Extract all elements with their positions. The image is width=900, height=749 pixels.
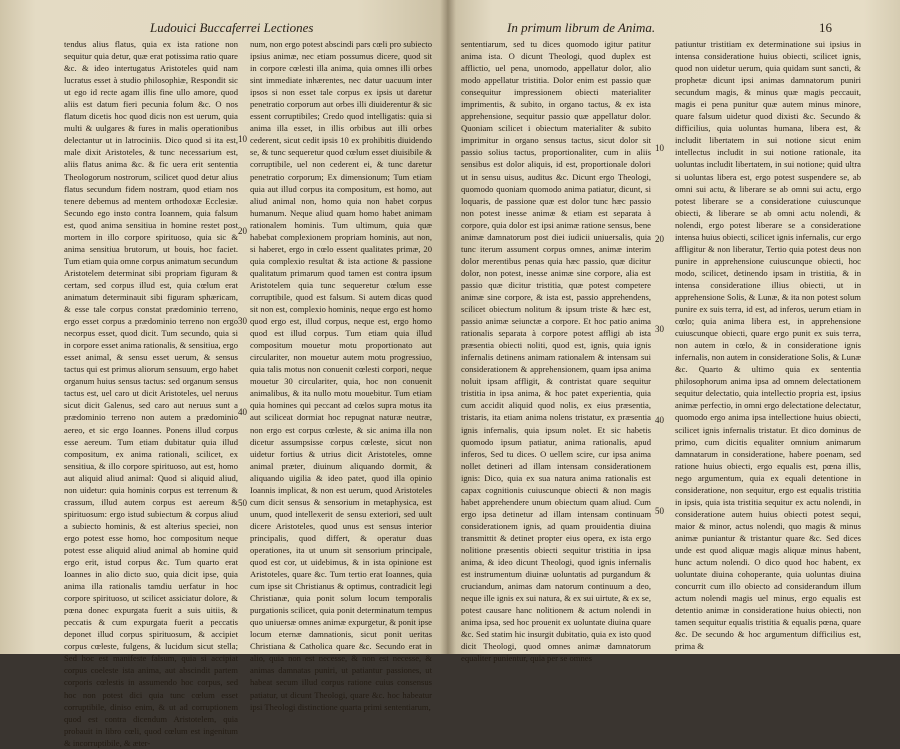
right-column-2-text: patiuntur tristitiam ex determinatione sui ipsius in intensa consideratione huius obiecti, scilicet ignis, quod non uidetur uerum, quia quidam sunt sancti, & prophetæ dicunt ipsi animas damnatorum puniri secundum magis, & minus quæ magis peccauit, magis ei pena punitur quæ autem minus minore, quare falsum uidetur quod dixisti &c. Secundo & difficilius, quia uoluntas humana, libera est, & includit libertatem in sui notione sicut enim intellectus includit in sui notione rationale, ita uoluntas includit libertatem, in sui notione; quid ultra si uoluntas libera est, ergo potest suspendere se, ab omni sui actu, & liberare se ab omni sui actu, ergo potest liberare se a consideratione cuiuscunque obiecti, & liberare se ab omni actu nolendi, & nolendi, ergo potest liberare se a consideratione intensa huius obiecti, scilicet ignis infernalis, cur ergo affligitur & non liberatur, Tertio quia potest deus non punire in apprehensione cuiuscunque obiecti, hoc modo, scilicet, detinendo ipsam in tristitia, & in intensa consideratione illius obiecti, ut in apprehensione Solis, & Lunæ, & ita non potest solum punire ex suis terra, id est, ad inferos, uerum etiam in cœlo; quia anima libera est, in apprehensione cuiuscunque obiecti, quare ergo punit ex suis terra, non autem in cœlo, & in consideratione ignis infernalis, non autem in consideratione Solis, & Lunæ &c. Quarto & ultimo quia ex sententia philosophorum anima ipsa ad omnem delectationem sequitur delectatio, quia intellectio propria est, ipsius animæ perfectio, in omni ergo delectatione delectatur, quomodo ergo anima ipsa intellectione huius obiecti, scilicet ignis infernalis tristatur. Et dico dominus de primo, cum dicitis equaliter omnium animarum damnatarum in consideratione, habere poenam, sed ratione huius obiecti, ergo equalis est, pœna illis, nego argumentum, quia ex equali detentione in consideratione, non sequitur, ergo est equalis tristitia in ipsis, quia ista tristitia sequitur ex actu nolendi, in consideratione autem huius obiecti potest sequi, maior & minor, actus nolendi, quo magis & minus animæ puniantur & tristantur quare &c. Sed dices unde est quod aliquæ magis aliquæ minus habent, hunc actum nolendi. O dico quod hoc habent, ex uoluntate diuina cohoperante, quia uoluntas diuina concurrit cum illo obiecto ad considerandum illum actum nolendi magis uel minus, ergo equalis est detentio animæ in consideratione huius obiecti, non tamen sequitur equalis tristitia & equalis pœna, quare &c. De secundo & hoc argumentum difficilius est, prima &	[675, 39, 861, 652]
right-page	[447, 0, 900, 664]
right-folio: 16	[819, 20, 832, 35]
right-running-head: In primum librum de Anima.	[507, 20, 656, 35]
left-column-2	[250, 38, 432, 712]
left-line-number: 30	[238, 316, 247, 326]
right-column-2	[675, 38, 861, 652]
left-column-1-text: tendus alius flatus, quia ex ista ratione non sequitur quia detur, quæ erat potissima ratio quare &c. & ideo intertugatus Aristoteles quid nam lucratus esset à studio philosophiæ, Respondit sic ut ego id recte agam illis fine ullo amore, quod aliis est datum fieri pecunia folum &c. O nos flatum dicetis hoc quod dicis non est uerum, quia multi & uulgares & fures in malis operationibus delectantur ut in latrociniis. Dico quod si ita est, male dixit Aristoteles, & tunc necessarium est, aliis flatus anima &c. & fic uera erit sententia Theologorum nostrorum, scilicet quod detur alius flatus secundum fidem nostram, quod etiam nos tenere debemus ad mentem orthodoxæ Ecclesiæ. Secundo ego insto contra Ioannem, quia falsum est, quod anima sensitiua in homine restet post mortem in illo corpore spirituoso, quia sic & anima sensitiua brutorum, ut bouis, hoc faciet. Tum etiam quia omne corpus animatum secundum Aristotelem determinat sibi propriam figuram & certam, sed corpus illud est, quia cœlum erat animatum determinauit sibi figuram sphæricam, & esse tale corpus constat prædominio terreno, ergo esset corpus a prædominio terreno non ergo necorpus esset, quod dicit. Tum secundo, quia si in corpore esset anima rationalis, & sensitiua, ergo esset animal, & sensu esset uerum, & sensus tactus qui est primus aliorum sensuum, ergo habet organum huius sensus tactus: sed organum sensus tactus est, uel caro ut dicit Aristoteles, uel neruus sicut dicit Galenus, sed caro aut neruus sunt a prædominio terreno non autem a prædominio aereo, et sic ergo Ioannes. Ponens illud corpus esse aereum. Tum etiam dubitatur quia illud compositum, ex anima rationali, scilicet, ex sensitiua, & illo corpore spirituoso, aut est, homo aut aliquid aliud animal: Quod si aliquid aliud, non uidetur: quia hominis corpus est terrenum & crassum, illud autem corpus est aereum & spirituosum: ergo istud subiectum & corpus aliud a subiecto hominis, & est alterius speciei, non ergo potest esse homo, hoc compositum neque potest esse aliquid aliud animal ab homine quid ergo erit, istud corpus &c. Tum quarto erat Ioannes in alio dicto suo, quia dicit ipse, quia anima illa rationalis tamdiu uerfatur in hoc corpore spirituoso, ut scilicet assiciatur dolore, & pœna donec expurgata fuerit a suis uitiis, & peccatis & cum expurgata fuerit a peccatis deponet illud corpus spirituosum, & accipiet corpus cœleste, fulgens, & lucidum sicut stella; Sed hoc est manifeste falsum, quia si accipiat corpus coeleste ista anima, aut abscindit partem corporis cœlestis in assumendo hoc corpus, sed hoc non potest dici quia tunc cœlum esset corruptibile, diniso enim, & ut ad corruptionem quod est contra dicendum Aristotelem, quia probauit in libro cœli, quod cœlum est ingenitum & incorruptibile, & æter-	[64, 39, 238, 748]
left-column-2-text: num, non ergo potest abscindi pars cœli pro subiecto ipsius animæ, nec etiam possumus dicere, quod sit in corpore cœlesti illa anima, quia omnes illi orbes sint immediate inhærentes, nec datur uacuum inter ipsos si non esset tale corpus ex ipsis ut daretur penetratio corporum aut orbes illi diuiderentur & sic essent corruptibiles; Credo quod intelligatis: quia si anima illa esset, in illis orbibus aut illi orbes cederent, sicut cedit ipsis 10 ex prohibitis diuidendo se, & tunc sequeretur quod cœlum esset diuisibile & corruptibile, uel non cederent ei, & tunc daretur penetratio corporum; Ex dimensionum; Tum etiam quia aut illud corpus ita compositum, est homo, aut aliud animal non, homo quia non habet corpus humanum. Neque aliud quam homo habet animam rationalem hominis. Tum ultimum, quia quæ habebat complexionem propriam hominis, aut non, si haberet, ergo in cœlo essent qualitates primæ, 20 quia complexio resultat & ista actione & passione qualitatum primarum quod tamen est contra ipsum Aristotelem quia tunc sequeretur cœlum esse corruptibile, quod est falsum. Si autem dicas quod sit non est, complexio hominis, neque ergo est homo quod ergo est, illud corpus, neque est, ergo homo quod est illud corpus. Tum etiam quia illud compositum mouetur motu proportionato aut circulariter, non mouetur autem motu progressiuo, quia talis motus non conuenit cœlesti corpori, neque mouetur 30 circulariter, quia, hoc non conuenit animalibus, & ita nullo motu mouebitur. Tum etiam quia homines qui peccant ad cœlos supra motus ita aut sciliceat dormiat hoc repugnat naturæ neutræ, non ergo est corpus cœleste, & sic anima illa non dicetur assumpsisse corpus cœleste, sicut non uidetur fortius & utrius dicit Aristoteles, omne animal præter, diuinum aliquando dormit, & aliquando uigilia & ideo patet, quod illa opinio Ioannis implicat, & non est uerum, quod Aristoteles cum dicit sensus & sensorium in metaphysica, est unum, quod intellexerit de sensu exteriori, sed uult dicere Aristoteles, quod unus est sensus interior principalis, quod differt, & operatur duas operationes, ita ut unum sit sensorium principale, quod est cor, ut uidebimus, & in ista opinione est Aristoteles, quare &c. Tum tertio erat Ioannes, quia cum ipse sit Christianus & optimus, contradicit legi Christianæ, quia ponit solum locum temporalis purgationis scilicet, quia ponit determinatum tempus quo uniuersæ omnes animæ expurgetur, & ponit ipse locum eternæ damnationis, sicut ponit ueritas Christiana & Catholica quare &c. Secundo erat in alio, quia non est necesse, & non est necesse, & animas damnatas puniri, ut patiantur passiones, ut habeat secum illud corpus ratione cuius consensus patiatur, ut dicunt Theologi, quare &c. hoc habeatur ipsi Theologi distinctione quarta primi sententiarum,	[250, 39, 432, 712]
right-line-number: 50	[655, 506, 664, 516]
left-running-head: Ludouici Buccaferrei Lectiones	[150, 20, 314, 35]
left-line-number: 20	[238, 226, 247, 236]
right-column-1	[461, 38, 651, 664]
right-line-number: 40	[655, 415, 664, 425]
left-column-1	[64, 38, 238, 748]
right-line-number: 30	[655, 324, 664, 334]
left-line-number: 40	[238, 407, 247, 417]
right-line-number: 10	[655, 143, 664, 153]
right-line-number: 20	[655, 234, 664, 244]
left-page	[0, 0, 447, 748]
left-line-number: 50	[238, 498, 247, 508]
left-line-number: 10	[238, 134, 247, 144]
book-gutter	[440, 0, 456, 654]
right-column-1-text: sententiarum, sed tu dices quomodo igitur patitur anima ista. O dicunt Theologi, quod duplex est afflictio, uel pena, unomodo, appellatur dolor, alio modo appellatur tristitia. Dolor enim est passio quæ consequitur impressionem obiecti materialiter imprimentis, & subito, in organo tactus, & ex ista apprehensione, sequitur passio quæ appellatur dolor. Quoniam scilicet i obiectum materialiter & subito imprimitur in organo sensus tactus, sicut dolor sit passio solius tactus, proportionaliter, cum in aliis sensibus est dolor aliquis, id est, proportionale dolori ut in sensu uisus, auditus &c. Dicunt ergo Theologi, quomodo quoniam quomodo anima patiatur, dicunt, si loquaris, de passione quæ est dolor tunc hæc passio non potest inesse animæ & etiam est separata à corpore, quia dolor est ipsi animæ ratione sensus, bene animæ damnatorum post diei iudicii uniuersalis, quia tunc iterum assument corpus omnes, animæ interim dolor merentibus penas quia hæc passio, quæ dicitur dolor, non potest, inesse animæ sine corpore, alia est passio quæ dicitur tristitia, quæ potest competere animæ sine corpore, & ista est, passio apprehendens, scilicet obiectum nolitum & ipsum triste & hæc est, passio animæ seiunctæ a corpore. Et hoc patio anima rationalis separata à corpore potest affligi ab ista præsentia obiecti noliti, quod est, ignis, quia ignis infernalis detinens animam rationalem & intensam sui considerationem & apprehensionem, quam ipsa anima noluit ipsam affligit, & contristat quare sequitur tristitia in ipsa anima, & hoc patet experientia, quia cum accidit aliquid quod nolis, ex eius præsentia, tristaris, ita etiam anima nolens tristatur, ex præsentia ignis infernalis, quia ipsum nolet. Et sic habetis quomodo ipsum patiatur, anima rationalis, apud inferos, Sed tu dices. O uellem scire, cur ipsa anima nollet detineri ad illam intensam considerationem ignis: Dico, quia ex sua natura anima rationalis est capax cognitionis cuiuscunque obiecti & non magis habet apprehendere unum obiectum quam aliud. Cum ergo ipsa detinetur ad illam intensam continuam considerationem ignis, ad quam prouidentia diuina transmittit & detinet propter eius opera, ex ista ergo nolitione præsentis obiecti sequitur tristitia in ipsa anima, & ideo dicunt Theologi, quod ignis infernalis est instrumentum diuinæ uoluntatis ad purgandum & cruciandum, animas dam natorum continuum a deo, neque ille ignis ex sui natura, & ex sui uirtute, & ex se, potest causare hanc nolitionem & actum nolendi in anima ipsa, sed hoc prouenit ex uoluntate diuina quare &c. Sed statim hic insurgit dubitatio, quia ex isto quod dicit Theologi, quod omnes animæ damnatorum equaliter punientur, quia per se omnes	[461, 39, 651, 664]
